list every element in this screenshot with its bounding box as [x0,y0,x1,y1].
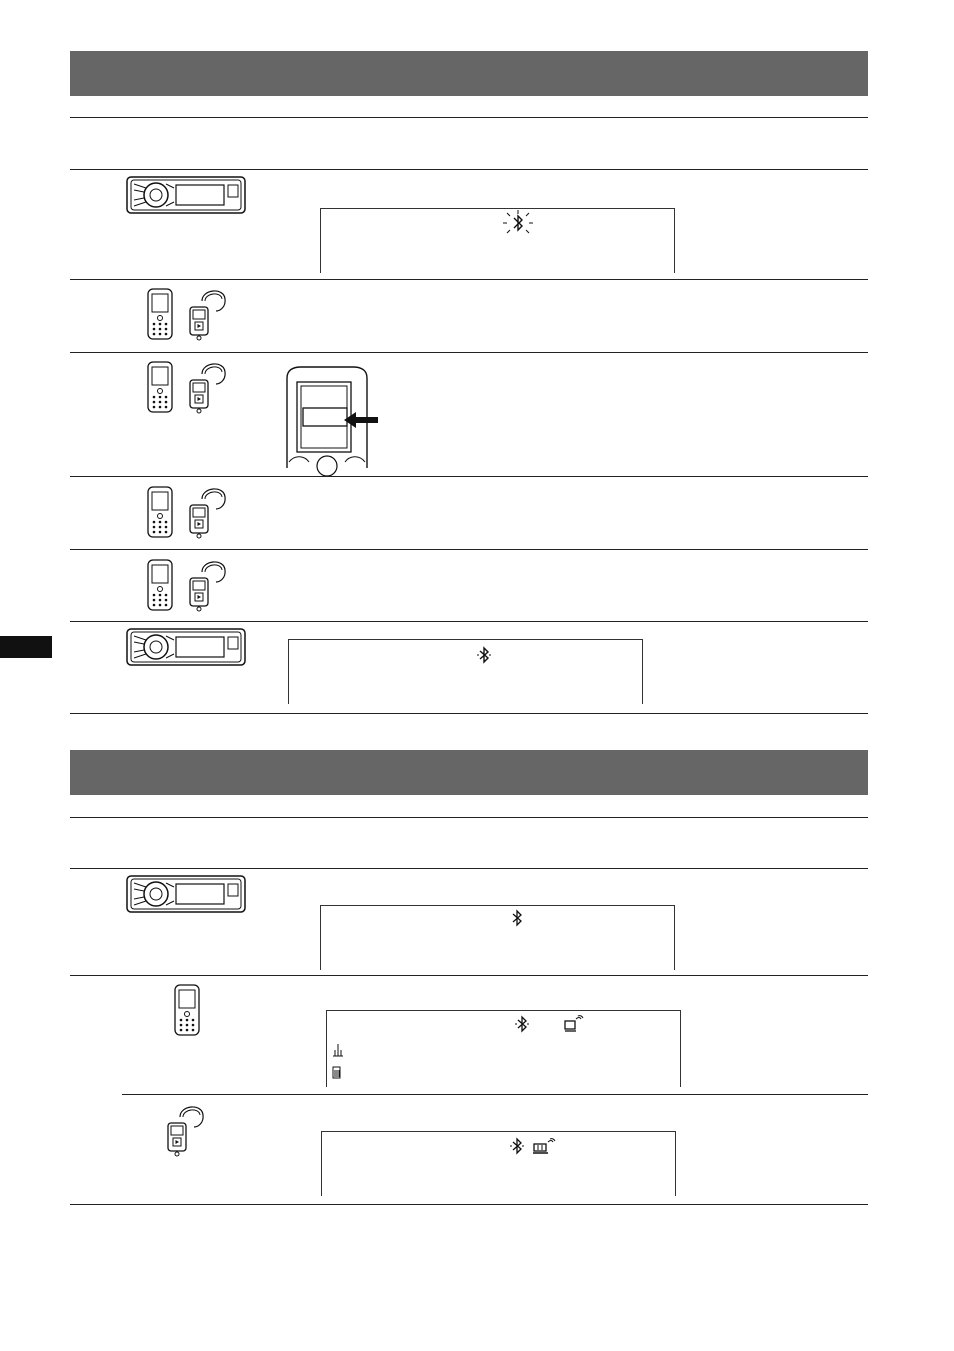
battery-level-icon [332,1065,342,1079]
mobile-phone-icon [147,559,173,611]
divider [70,476,868,477]
lcd-display-phone-connected [326,1010,681,1087]
lcd-display-bluetooth-on [320,905,675,970]
section-header-pairing [70,51,868,96]
divider [70,169,868,170]
audio-connection-icon [532,1137,556,1155]
audio-player-icon [188,485,228,539]
divider [70,117,868,118]
divider [70,713,868,714]
divider [70,868,868,869]
mobile-phone-icon [174,984,200,1036]
phone-connection-icon [564,1015,584,1033]
lcd-display-paired [288,639,643,704]
bluetooth-icon [509,909,525,927]
divider [70,621,868,622]
car-unit-icon [126,875,246,913]
divider [70,549,868,550]
mobile-phone-icon [147,486,173,538]
side-tab [0,636,52,658]
bluetooth-icon [501,209,535,237]
divider [70,1204,868,1205]
audio-player-icon [188,558,228,612]
section-header-connection [70,750,868,795]
signal-strength-icon [332,1043,344,1057]
audio-player-icon [166,1103,206,1157]
car-unit-icon [126,176,246,214]
arrow-left-icon [344,412,378,428]
lcd-display-audio-connected [321,1131,676,1196]
mobile-phone-icon [147,361,173,413]
audio-player-icon [188,360,228,414]
audio-player-icon [188,287,228,341]
mobile-phone-icon [147,288,173,340]
divider [122,1094,868,1095]
divider [70,352,868,353]
car-unit-icon [126,628,246,666]
divider [70,975,868,976]
divider [70,279,868,280]
divider [70,817,868,818]
bluetooth-icon [514,1015,530,1033]
bluetooth-icon [476,646,492,664]
bluetooth-icon [509,1137,525,1155]
lcd-display-pairing [320,208,675,273]
